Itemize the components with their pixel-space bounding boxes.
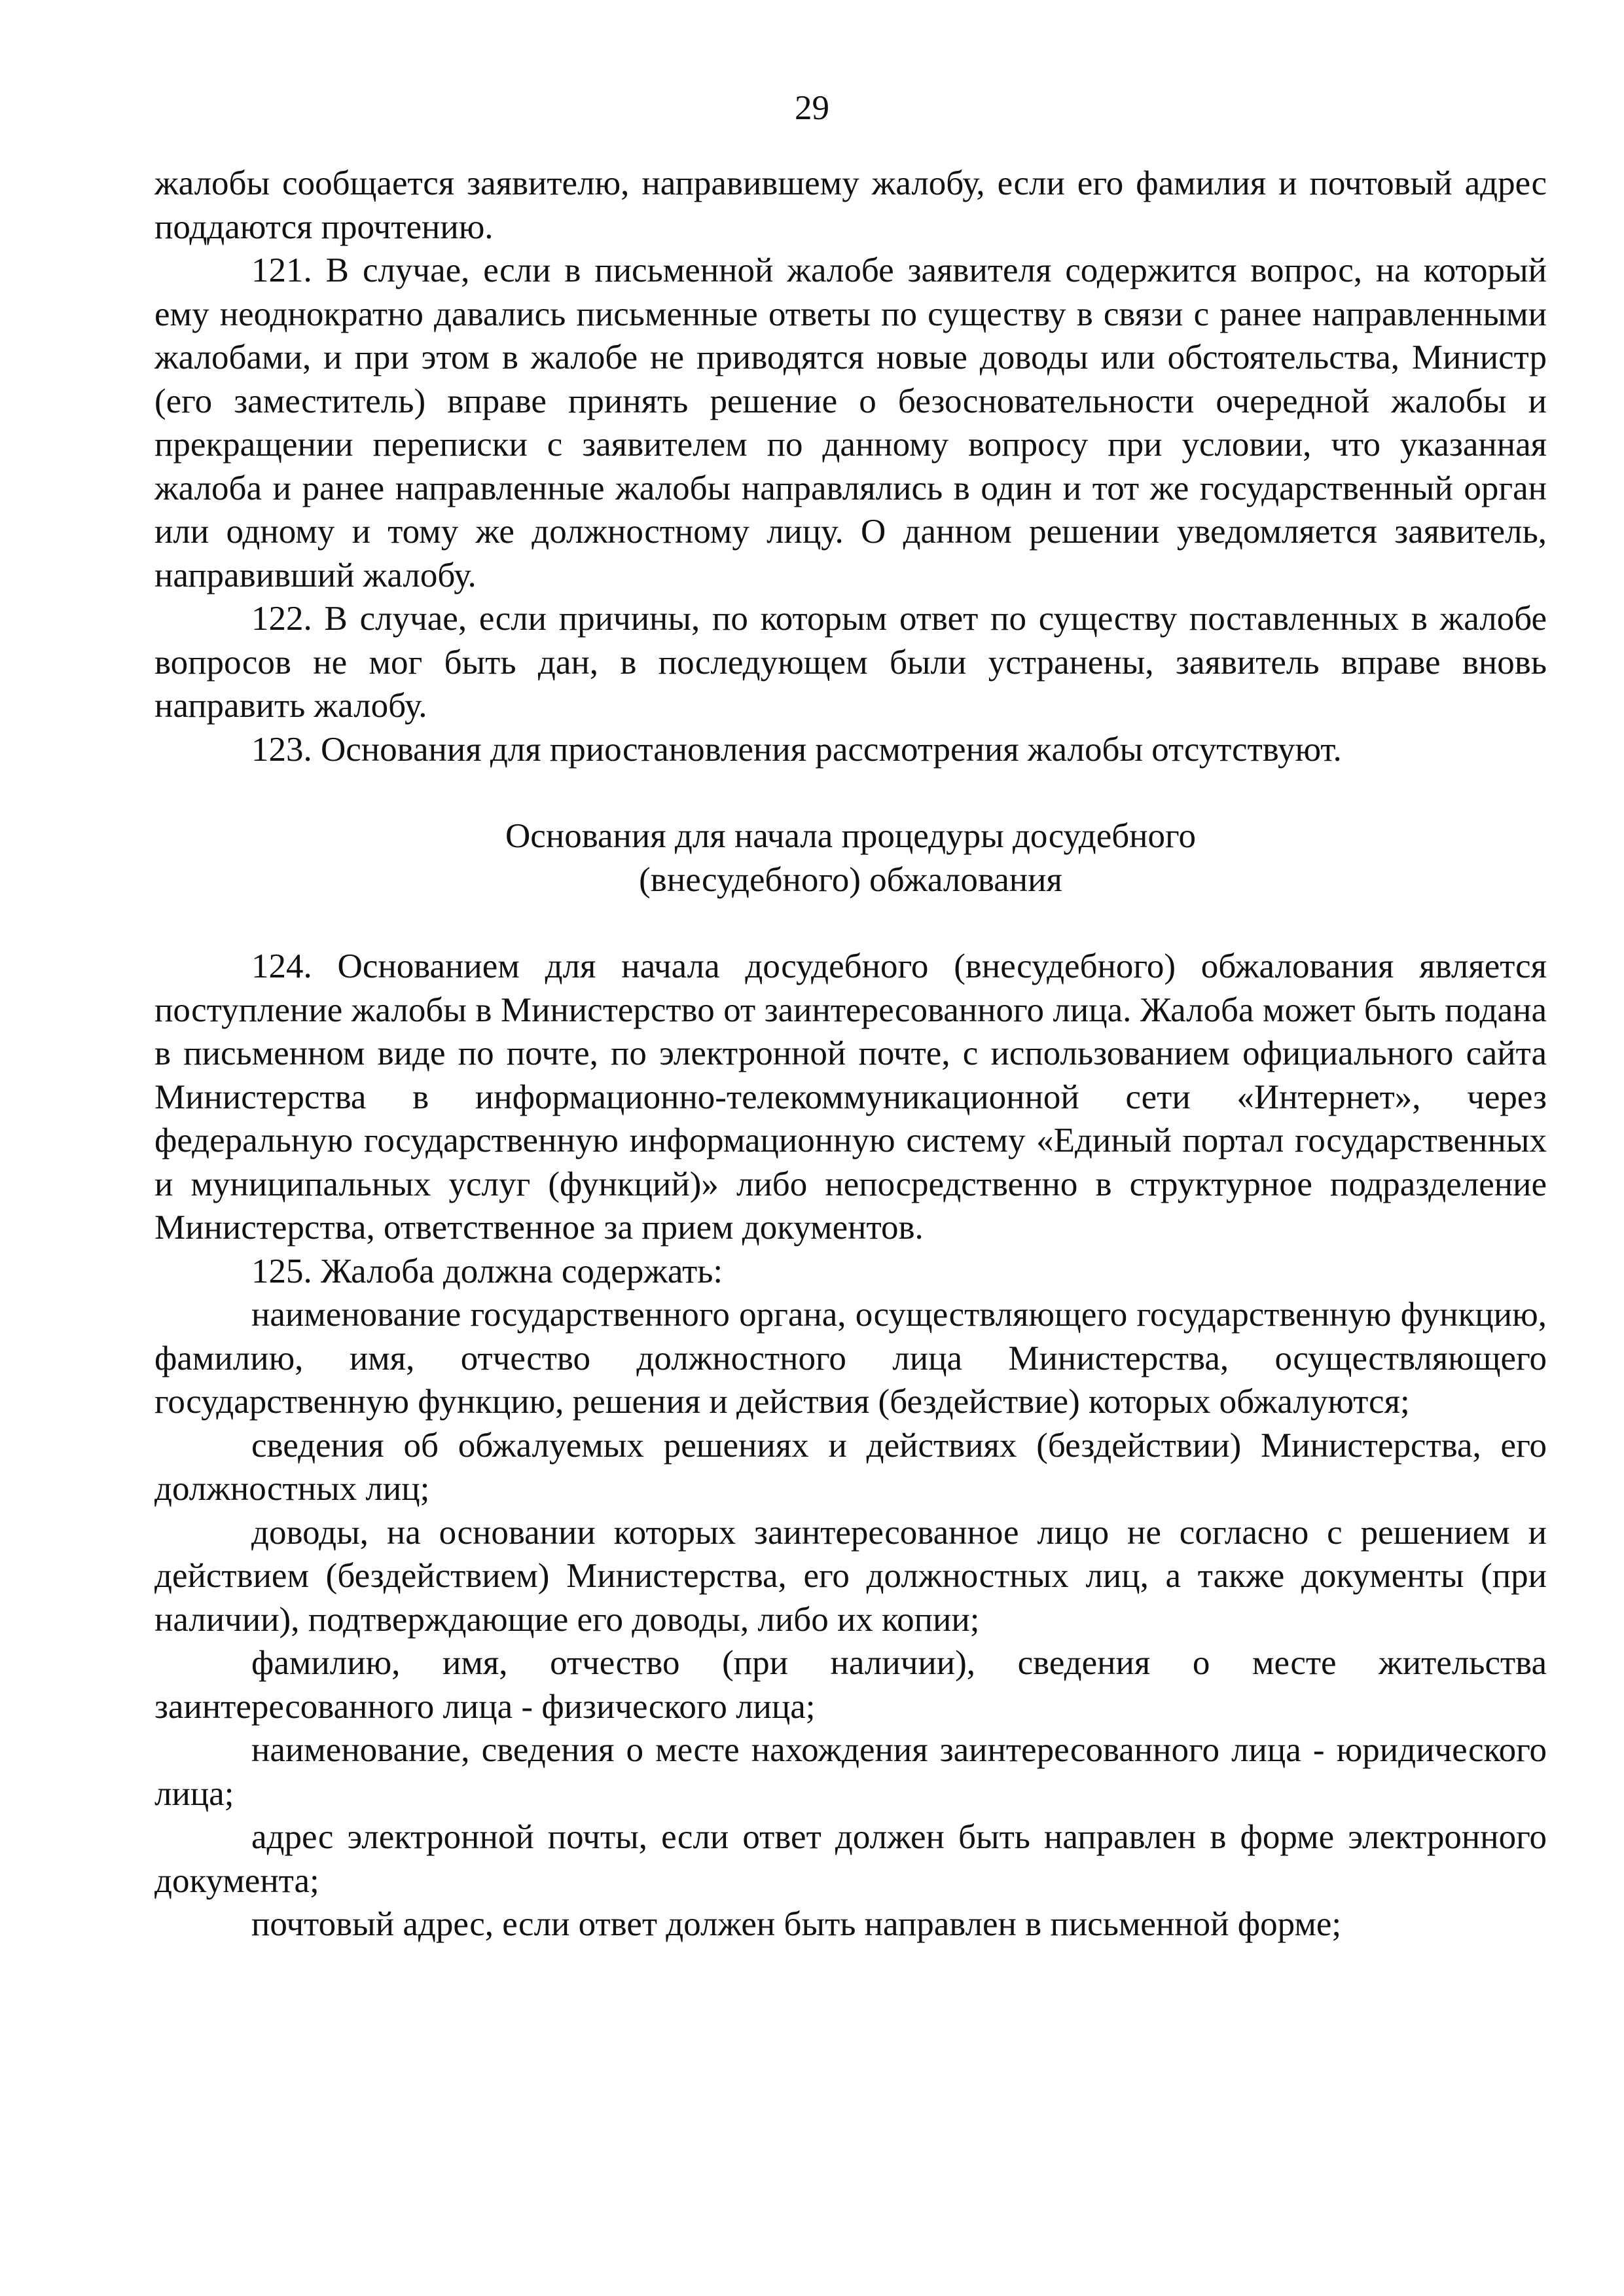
paragraph-123: 123. Основания для приостановления рассмотрения жалобы отсутствуют.	[251, 730, 1342, 769]
list-item-person-name: фамилию, имя, отчество (при наличии), сведения о месте жительства заинтересованного лица - физического лица;	[154, 1644, 1547, 1726]
list-item-postal-address: почтовый адрес, если ответ должен быть направлен в письменной форме;	[251, 1905, 1342, 1943]
list-item-legal-entity: наименование, сведения о месте нахождения заинтересованного лица - юридического лица;	[154, 1731, 1547, 1813]
paragraph-122: 122. В случае, если причины, по которым ответ по существу поставленных в жалобе вопросов не мог быть дан, в последующем были устранены, заявитель вправе вновь направить жалобу.	[154, 600, 1547, 725]
paragraph-121: 121. В случае, если в письменной жалобе заявителя содержится вопрос, на который ему неоднократно давались письменные ответы по существу в связи с ранее направленными жалобами, и при этом в жалобе не приводятся новые доводы или обстоятельства, Министр (его заместитель) вправе принять решение о безосновательности очередной жалобы и прекращении переписки с заявителем по данному вопросу при условии, что указанная жалоба и ранее направленные жалобы направлялись в один и тот же государственный орган или одному и тому же должностному лицу. О данном решении уведомляется заявитель, направивший жалобу.	[154, 251, 1547, 594]
list-item-email-address: адрес электронной почты, если ответ должен быть направлен в форме электронного документа;	[154, 1818, 1547, 1900]
paragraph-continuation: жалобы сообщается заявителю, направившему жалобу, если его фамилия и почтовый адрес поддаются прочтению.	[154, 164, 1547, 246]
section-heading	[154, 814, 1547, 902]
page-number: 29	[795, 89, 829, 127]
section-heading-line-1: Основания для начала процедуры досудебного	[505, 817, 1196, 855]
list-item-decisions: сведения об обжалуемых решениях и действиях (бездействии) Министерства, его должностных лиц;	[154, 1426, 1547, 1508]
paragraph-125: 125. Жалоба должна содержать:	[251, 1252, 723, 1290]
list-item-organ-name: наименование государственного органа, осуществляющего государственную функцию, фамилию, имя, отчество должностного лица Министерства, осуществляющего государственную функцию, решения и действия (бездействие) которых обжалуются;	[154, 1296, 1547, 1421]
list-item-arguments: доводы, на основании которых заинтересованное лицо не согласно с решением и действием (бездействием) Министерства, его должностных лиц, а также документы (при наличии), подтверждающие его доводы, либо их копии;	[154, 1513, 1547, 1639]
paragraph-124: 124. Основанием для начала досудебного (внесудебного) обжалования является поступление жалобы в Министерство от заинтересованного лица. Жалоба может быть подана в письменном виде по почте, по электронной почте, с использованием официального сайта Министерства в информационно-телекоммуникационной сети «Интернет», через федеральную государственную информационную систему «Единый портал государственных и муниципальных услуг (функций)» либо непосредственно в структурное подразделение Министерства, ответственное за прием документов.	[154, 947, 1547, 1247]
document-body	[154, 162, 1547, 1946]
section-heading-line-2: (внесудебного) обжалования	[639, 860, 1062, 899]
